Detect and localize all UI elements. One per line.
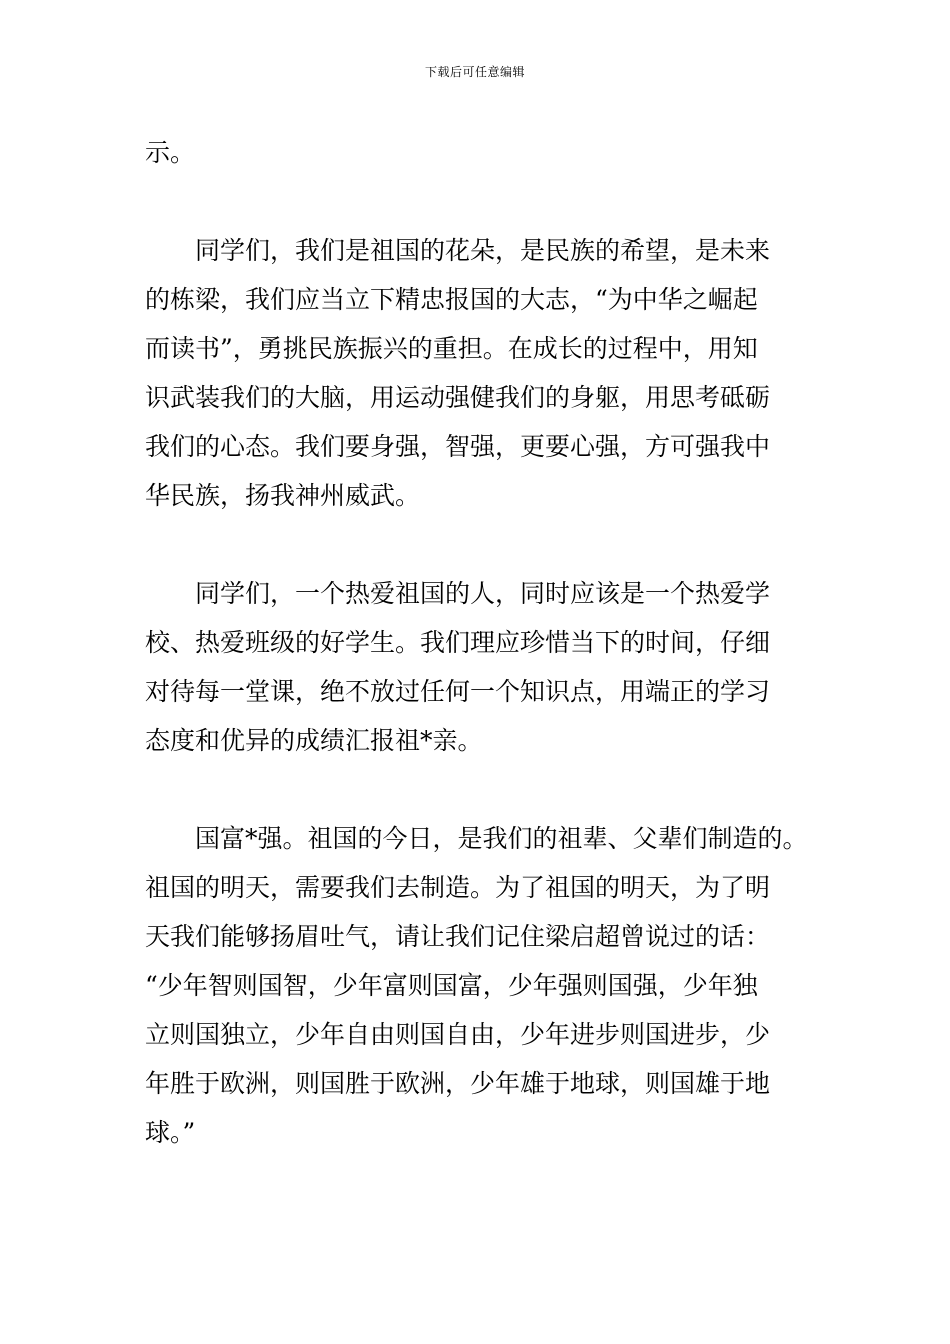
text-line: 立则国独立，少年自由则国自由，少年进步则国进步，少: [145, 1020, 771, 1049]
paragraph-gap: [145, 765, 810, 814]
text-line: 同学们，我们是祖国的花朵，是民族的希望，是未来: [195, 236, 771, 265]
paragraph-gap: [145, 177, 810, 226]
text-line: 态度和优异的成绩汇报祖*亲。: [145, 726, 483, 755]
paragraph-gap: [145, 520, 810, 569]
text-line: 校、热爱班级的好学生。我们理应珍惜当下的时间，仔细: [145, 628, 771, 657]
text-line: 球。”: [145, 1118, 196, 1147]
page-header: 下载后可任意编辑: [424, 65, 525, 79]
text-line: 祖国的明天，需要我们去制造。为了祖国的明天，为了明: [145, 873, 771, 902]
paragraph-liang-qichao-quote: [145, 814, 810, 1157]
text-line: 国富*强。祖国的今日，是我们的祖辈、父辈们制造的。: [195, 824, 808, 853]
paragraph-flowers-of-motherland: [145, 226, 810, 520]
text-line: 同学们，一个热爱祖国的人，同时应该是一个热爱学: [195, 579, 771, 608]
text-line: 华民族，扬我神州威武。: [145, 481, 421, 510]
text-line: 天我们能够扬眉吐气，请让我们记住梁启超曾说过的话：: [145, 922, 771, 951]
text-line: 对待每一堂课，绝不放过任何一个知识点，用端正的学习: [145, 677, 771, 706]
text-line: 的栋梁，我们应当立下精忠报国的大志，“为中华之崛起: [145, 285, 758, 314]
text-line: 识武装我们的大脑，用运动强健我们的身躯，用思考砥砺: [145, 383, 771, 412]
text-line: 我们的心态。我们要身强，智强，更要心强，方可强我中: [145, 432, 771, 461]
text-line: 示。: [145, 138, 196, 167]
paragraph-love-school: [145, 569, 810, 765]
paragraph-continuation: [145, 128, 810, 177]
text-line: 而读书”，勇挑民族振兴的重担。在成长的过程中，用知: [145, 334, 758, 363]
document-body: [145, 128, 810, 1157]
text-line: 年胜于欧洲，则国胜于欧洲，少年雄于地球，则国雄于地: [145, 1069, 771, 1098]
text-line: “少年智则国智，少年富则国富，少年强则国强，少年独: [145, 971, 758, 1000]
